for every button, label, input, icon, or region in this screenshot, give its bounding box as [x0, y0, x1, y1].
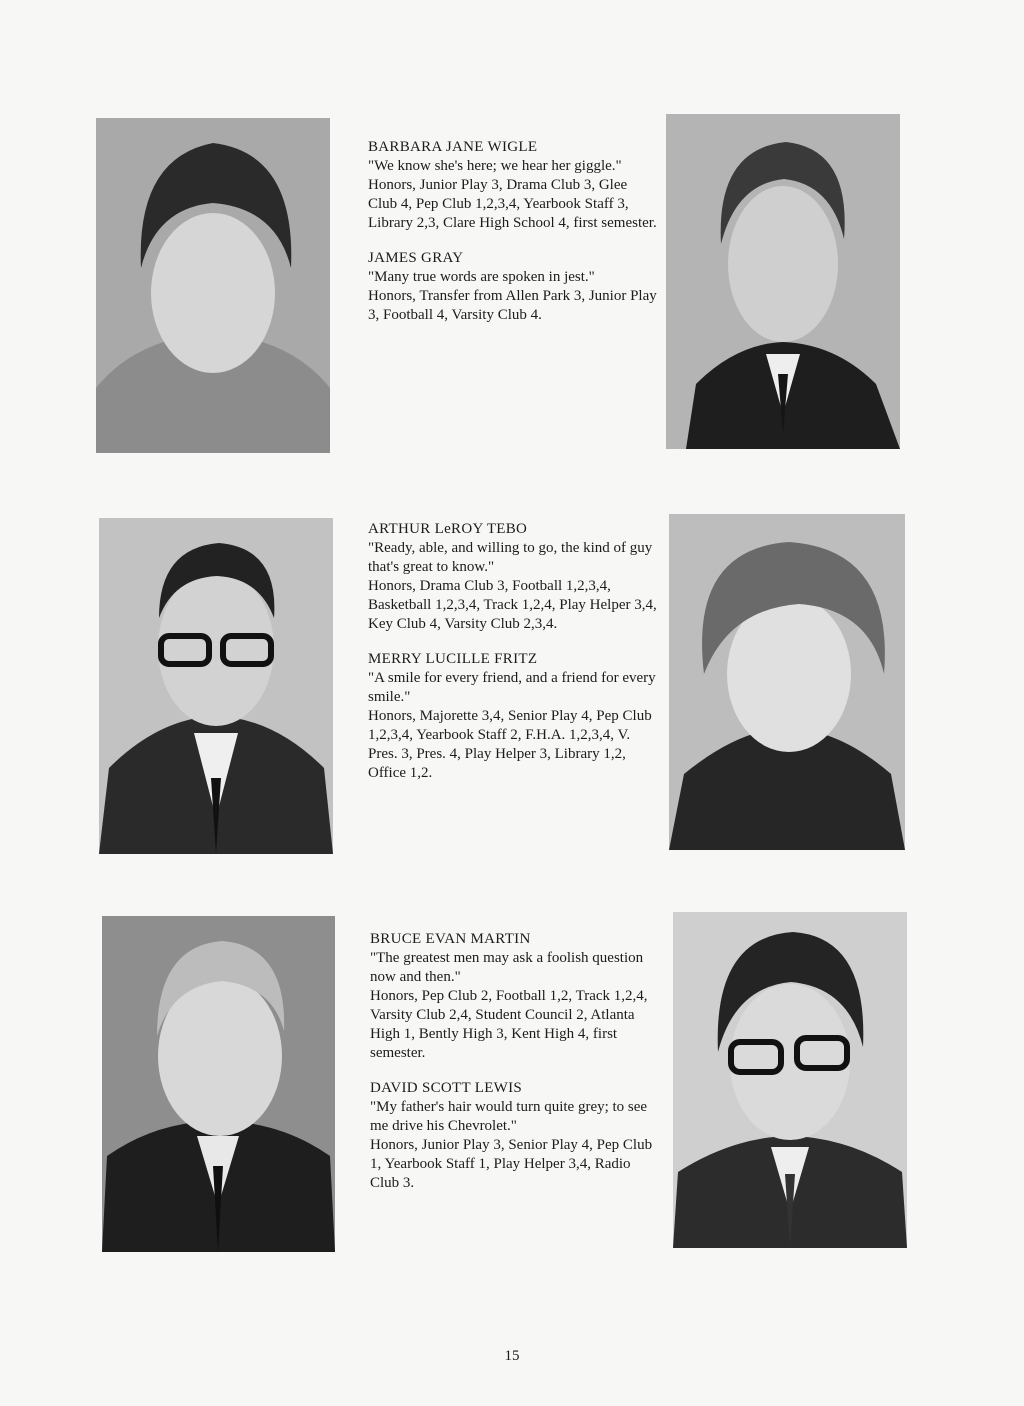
senior-name: DAVID SCOTT LEWIS — [370, 1080, 523, 1096]
senior-name: BRUCE EVAN MARTIN — [370, 931, 531, 947]
senior-activities: Honors, Drama Club 3, Football 1,2,3,4, Basketball 1,2,3,4, Track 1,2,4, Play Helper 3,4, Key Club 4, Varsity Club 2,3,4. — [368, 578, 657, 632]
senior-name: JAMES GRAY — [368, 250, 464, 266]
portrait-photo-merry-lucille-fritz — [669, 514, 905, 850]
senior-quote: "My father's hair would turn quite grey; to see me drive his Chevrolet." — [370, 1099, 648, 1134]
senior-quote: "The greatest men may ask a foolish question now and then." — [370, 950, 644, 985]
senior-text-block — [368, 138, 658, 341]
senior-name: MERRY LUCILLE FRITZ — [368, 651, 538, 667]
portrait-photo-david-scott-lewis — [673, 912, 907, 1248]
senior-entry — [370, 930, 660, 1063]
senior-entry — [368, 520, 658, 634]
senior-quote: "Ready, able, and willing to go, the kind of guy that's great to know." — [368, 540, 653, 575]
senior-activities: Honors, Majorette 3,4, Senior Play 4, Pep Club 1,2,3,4, Yearbook Staff 2, F.H.A. 1,2,3,4, V. Pres. 3, Pres. 4, Play Helper 3, Library 1,2, Office 1,2. — [368, 708, 652, 781]
senior-quote: "Many true words are spoken in jest." — [368, 269, 595, 285]
senior-quote: "We know she's here; we hear her giggle." — [368, 158, 622, 174]
senior-text-block — [368, 520, 658, 799]
senior-entry — [368, 650, 658, 783]
page-number: 15 — [504, 1348, 520, 1364]
portrait-photo-arthur-leroy-tebo — [99, 518, 333, 854]
senior-activities: Honors, Transfer from Allen Park 3, Junior Play 3, Football 4, Varsity Club 4. — [368, 288, 657, 323]
senior-entry — [368, 249, 658, 325]
portrait-photo-james-gray — [666, 114, 900, 449]
senior-text-block — [370, 930, 660, 1209]
senior-name: ARTHUR LeROY TEBO — [368, 521, 528, 537]
senior-activities: Honors, Junior Play 3, Senior Play 4, Pep Club 1, Yearbook Staff 1, Play Helper 3,4, Radio Club 3. — [370, 1137, 653, 1191]
portrait-photo-bruce-evan-martin — [102, 916, 335, 1252]
portrait-photo-barbara-jane-wigle — [96, 118, 330, 453]
senior-activities: Honors, Pep Club 2, Football 1,2, Track 1,2,4, Varsity Club 2,4, Student Council 2, Atlanta High 1, Bently High 3, Kent High 4, first semester. — [370, 988, 648, 1061]
senior-quote: "A smile for every friend, and a friend for every smile." — [368, 670, 656, 705]
senior-activities: Honors, Junior Play 3, Drama Club 3, Glee Club 4, Pep Club 1,2,3,4, Yearbook Staff 3, Library 2,3, Clare High School 4, first semester. — [368, 177, 657, 231]
senior-entry — [370, 1079, 660, 1193]
senior-entry — [368, 138, 658, 233]
senior-name: BARBARA JANE WIGLE — [368, 139, 538, 155]
